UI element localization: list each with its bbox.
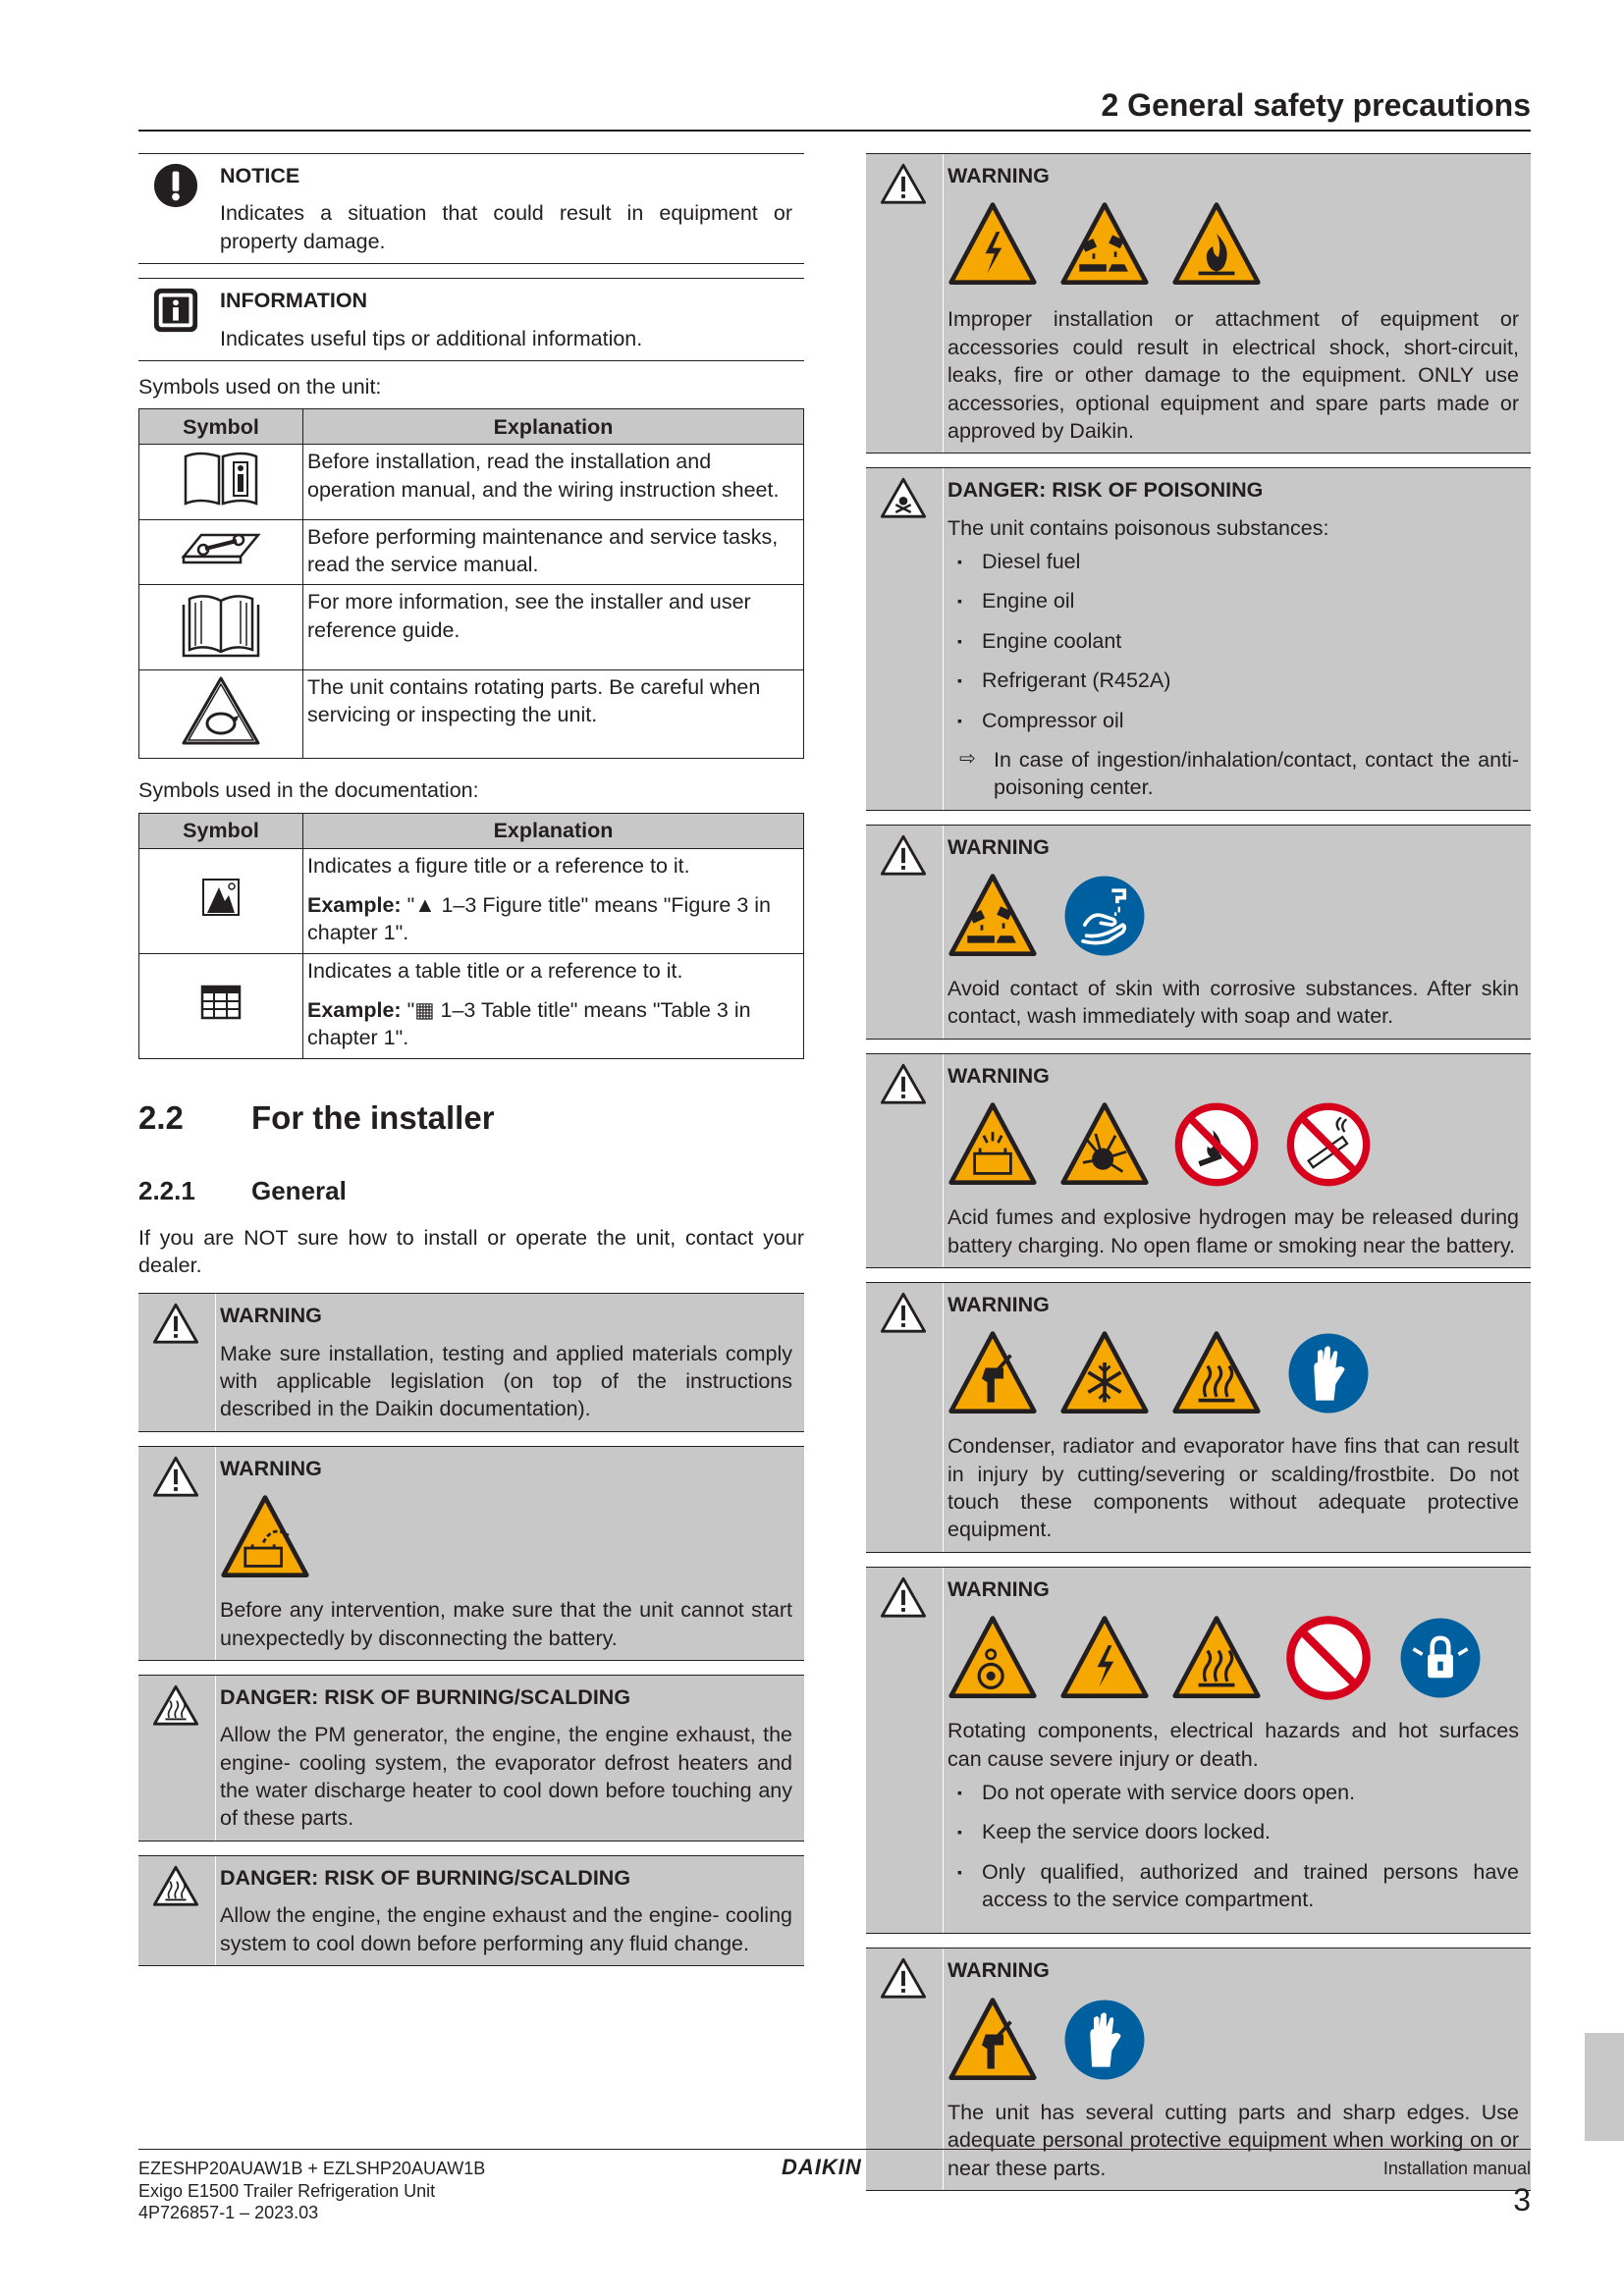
list-item: ▪ Engine oil (947, 587, 1519, 614)
warning-box (138, 1293, 804, 1432)
wrench-manual-icon (180, 527, 262, 570)
danger-box (866, 467, 1531, 810)
page-footer (138, 2149, 1531, 2222)
explosive-icon (1059, 1099, 1150, 1190)
table-header-symbol: Symbol (139, 409, 303, 445)
warning-triangle-icon (152, 1302, 199, 1345)
warning-box (866, 153, 1531, 454)
warning-heading: WARNING (947, 834, 1050, 859)
warning-text: The unit has several cutting parts and sharp edges. Use adequate personal protective equipment when working on or near these parts. (947, 2100, 1519, 2180)
automatic-start-battery-icon (220, 1492, 310, 1582)
unit-symbols-caption: Symbols used on the unit: (138, 374, 382, 399)
doc-symbols-table (138, 813, 804, 1059)
warning-triangle-icon (880, 1291, 927, 1334)
table-header-symbol: Symbol (139, 813, 303, 848)
notice-heading: NOTICE (220, 164, 300, 187)
warning-text: Acid fumes and explosive hydrogen may be released during battery charging. No open flame or smoking near the battery. (947, 1205, 1519, 1257)
chapter-side-tab (1585, 2033, 1624, 2141)
doc-symbol-text: Indicates a table title or a reference to it. (307, 958, 683, 983)
hot-surface-icon (152, 1864, 199, 1907)
warning-triangle-icon (880, 162, 927, 205)
list-item: ▪ Diesel fuel (947, 548, 1519, 575)
example-text: "▦ 1–3 Table title" means "Table 3 in chapter 1". (307, 998, 751, 1050)
corrosive-icon (1059, 199, 1150, 290)
warning-heading: WARNING (947, 1063, 1050, 1088)
danger-heading: DANGER: RISK OF BURNING/SCALDING (220, 1865, 631, 1890)
warning-text: Avoid contact of skin with corrosive substances. After skin contact, wash immediately with soap and water. (947, 977, 1519, 1029)
cutting-hazard-icon (947, 1995, 1038, 2085)
no-open-flame-icon (1171, 1099, 1262, 1190)
danger-text: The unit contains poisonous substances: (947, 515, 1329, 540)
warning-heading: WARNING (220, 1456, 322, 1480)
example-label: Example: (307, 998, 402, 1022)
doc-symbols-caption: Symbols used in the documentation: (138, 778, 479, 803)
notice-text: Indicates a situation that could result in equipment or property damage. (220, 201, 792, 253)
warning-triangle-icon (880, 1956, 927, 2000)
doc-symbol-text: Indicates a figure title or a reference to it. (307, 853, 690, 878)
list-item: ▪ Compressor oil (947, 707, 1519, 734)
rotating-parts-icon (180, 674, 262, 747)
hot-surface-hazard-icon (1171, 1328, 1262, 1418)
battery-acid-icon (947, 1099, 1038, 1190)
lock-icon (1395, 1613, 1486, 1703)
left-column (138, 153, 804, 1966)
table-icon (200, 985, 242, 1020)
cutting-hazard-icon (947, 1328, 1038, 1418)
table-row (139, 519, 804, 585)
warning-text: Improper installation or attachment of equipment or accessories could result in electrical shock, short-circuit, leaks, fire or other damage to the equipment. ONLY use accessories, optional equipment and spare parts made or approved by Daikin. (947, 307, 1519, 443)
information-text: Indicates useful tips or additional information. (220, 326, 643, 350)
warning-heading: WARNING (220, 1304, 322, 1328)
warning-text: Rotating components, electrical hazards and hot surfaces can cause severe injury or death. (947, 1719, 1519, 1771)
no-smoking-icon (1283, 1099, 1374, 1190)
list-item: ▪ Engine coolant (947, 627, 1519, 655)
rotating-hazard-icon (947, 1613, 1038, 1703)
open-book-icon (180, 589, 262, 658)
warning-text: Make sure installation, testing and applied materials comply with applicable legislation (on top of the instructions described in the Daikin documentation). (220, 1341, 792, 1421)
table-header-explanation: Explanation (303, 813, 804, 848)
poison-icon (880, 476, 927, 519)
warning-triangle-icon (880, 1062, 927, 1105)
footer-product: Exigo E1500 Trailer Refrigeration Unit (138, 2180, 436, 2201)
list-item: ▪ Only qualified, authorized and trained persons have access to the service compartment. (947, 1858, 1519, 1914)
warning-heading: WARNING (947, 164, 1050, 187)
figure-icon (201, 878, 241, 917)
page-number: 3 (1513, 2181, 1531, 2217)
danger-text: Allow the engine, the engine exhaust and the engine- cooling system to cool down before performing any fluid change. (220, 1903, 792, 1955)
intro-paragraph: If you are NOT sure how to install or operate the unit, contact your dealer. (138, 1225, 804, 1277)
exclamation-circle-icon (152, 162, 199, 209)
warning-triangle-icon (880, 1575, 927, 1619)
manual-info-icon (180, 449, 262, 507)
section-number: 2.2 (138, 1098, 184, 1136)
page-header (138, 82, 1531, 132)
electrical-hazard-icon (1059, 1613, 1150, 1703)
danger-heading: DANGER: RISK OF POISONING (947, 478, 1264, 503)
danger-box (138, 1675, 804, 1842)
poisonous-substance-list (947, 548, 1519, 734)
unit-symbol-text: Before installation, read the installation and operation manual, and the wiring instruction sheet. (303, 445, 804, 519)
flammable-icon (1171, 199, 1262, 290)
warning-triangle-icon (880, 833, 927, 877)
warning-box (866, 1567, 1531, 1935)
prohibition-icon (1283, 1613, 1374, 1703)
unit-symbol-text: For more information, see the installer and user reference guide. (303, 585, 804, 669)
low-temperature-icon (1059, 1328, 1150, 1418)
warning-box (866, 1282, 1531, 1553)
section-title: For the installer (251, 1098, 495, 1136)
wear-gloves-icon (1283, 1328, 1374, 1418)
list-item: ▪ Refrigerant (R452A) (947, 667, 1519, 694)
warning-text: Condenser, radiator and evaporator have fins that can result in injury by cutting/severing or scalding/frostbite. Do not touch these components without adequate protective equipment. (947, 1434, 1519, 1542)
subsection-title: General (251, 1176, 347, 1206)
example-label: Example: (307, 892, 402, 917)
warning-box (138, 1446, 804, 1661)
warning-text: Before any intervention, make sure that the unit cannot start unexpectedly by disconnecting the battery. (220, 1598, 792, 1650)
table-row (139, 953, 804, 1058)
wash-hands-icon (1059, 871, 1150, 961)
chapter-title: 2 General safety precautions (1101, 87, 1531, 123)
subsection-heading (138, 1174, 804, 1207)
unit-symbols-table (138, 408, 804, 759)
footer-manual-type: Installation manual (1382, 2159, 1531, 2178)
warning-heading: WARNING (947, 1576, 1050, 1601)
notice-box (138, 153, 804, 264)
info-icon (152, 287, 199, 334)
table-row (139, 669, 804, 758)
unit-symbol-text: Before performing maintenance and service tasks, read the service manual. (303, 519, 804, 585)
warning-heading: WARNING (947, 1292, 1050, 1316)
hot-surface-hazard-icon (1171, 1613, 1262, 1703)
unit-symbol-text: The unit contains rotating parts. Be careful when servicing or inspecting the unit. (303, 669, 804, 758)
warning-heading: WARNING (947, 1958, 1050, 1983)
information-heading: INFORMATION (220, 289, 368, 313)
section-heading (138, 1096, 804, 1140)
warning-triangle-icon (152, 1455, 199, 1498)
table-row (139, 848, 804, 953)
wear-gloves-icon (1059, 1995, 1150, 2085)
example-text: "▲ 1–3 Figure title" means "Figure 3 in chapter 1". (307, 892, 772, 945)
list-item: ▪ Do not operate with service doors open. (947, 1779, 1519, 1806)
table-header-explanation: Explanation (303, 409, 804, 445)
table-row (139, 585, 804, 669)
subsection-number: 2.2.1 (138, 1176, 195, 1206)
warning-box (866, 825, 1531, 1040)
right-column (866, 153, 1531, 2191)
poisoning-action-note: ⇨ In case of ingestion/inhalation/contact, contact the anti-poisoning center. (947, 746, 1519, 802)
service-door-rules-list (947, 1779, 1519, 1914)
warning-box (866, 1053, 1531, 1268)
footer-model: EZESHP20AUAW1B + EZLSHP20AUAW1B (138, 2159, 486, 2178)
corrosive-icon (947, 871, 1038, 961)
danger-heading: DANGER: RISK OF BURNING/SCALDING (220, 1684, 631, 1709)
footer-doc-number: 4P726857-1 – 2023.03 (138, 2203, 319, 2222)
electrical-hazard-icon (947, 199, 1038, 290)
danger-box (138, 1855, 804, 1966)
danger-text: Allow the PM generator, the engine, the engine exhaust, the engine- cooling system, the evaporator defrost heaters and the water discharge heater to cool down before touching any of these parts. (220, 1723, 792, 1831)
table-row (139, 445, 804, 519)
information-box (138, 278, 804, 361)
hot-surface-icon (152, 1683, 199, 1727)
daikin-logo: DAIKIN (782, 2155, 862, 2179)
list-item: ▪ Keep the service doors locked. (947, 1818, 1519, 1845)
